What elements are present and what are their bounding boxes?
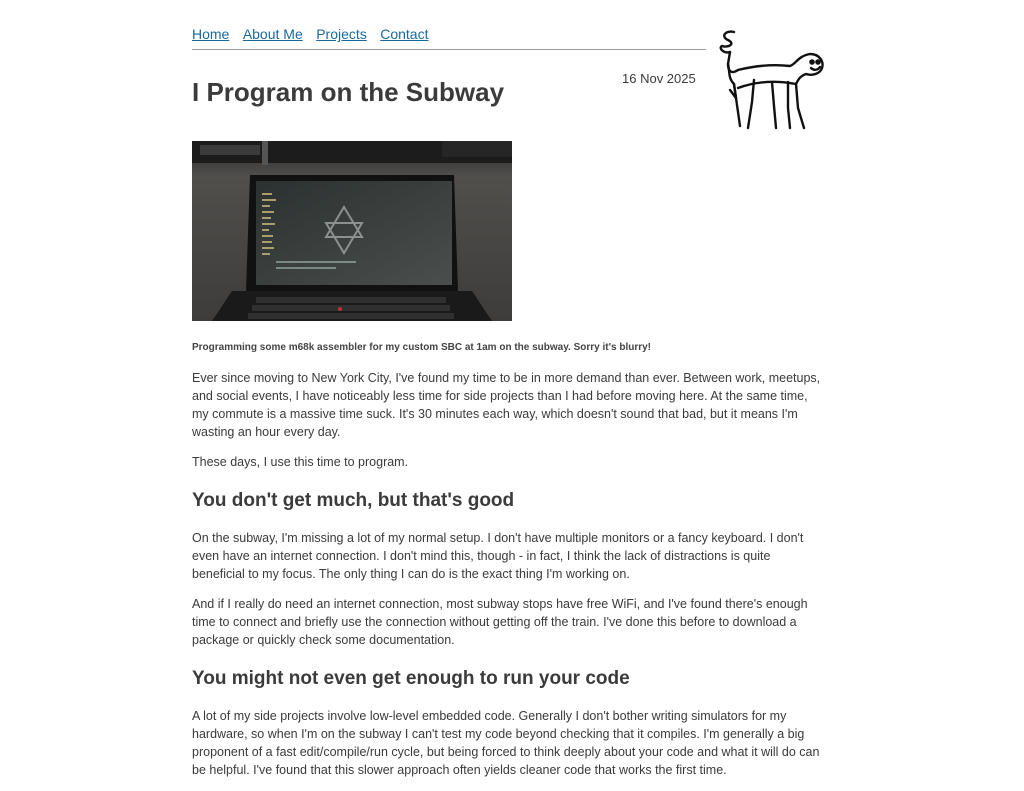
section-paragraph: On the subway, I'm missing a lot of my normal setup. I don't have multiple monitors or a fancy keyboard. I don't even have an internet connection. I don't mind this, though - in fact, I think the lack of distractions is quite beneficial to my focus. The only thing I can do is the exact thing I'm working on. [192, 531, 804, 581]
nav-about-link[interactable]: About Me [242, 26, 303, 42]
section-paragraph: And if I really do need an internet connection, most subway stops have free WiFi, and I've found there's enough time to connect and briefly use the connection without getting off the train. I've done this before to download a package or quickly check some documentation. [192, 597, 808, 647]
intro-paragraph: Ever since moving to New York City, I've found my time to be in more demand than ever. Between work, meetups, and social events, I have noticeably less time for side projects than I had before moving here. At the same time, my commute is a massive time suck. It's 30 minutes each way, which doesn't sound that bad, but it means I'm wasting an hour every day. [192, 371, 821, 439]
photo-caption: Programming some m68k assembler for my custom SBC at 1am on the subway. Sorry it's blurry! [192, 342, 651, 353]
section-heading: You might not even get enough to run your code [192, 668, 630, 689]
laptop-photo [192, 141, 512, 321]
nav-home-link[interactable]: Home [192, 26, 230, 42]
section-heading: You don't get much, but that's good [192, 490, 515, 511]
nav-contact-link[interactable]: Contact [380, 26, 429, 42]
page-title: I Program on the Subway [192, 77, 505, 107]
intro-paragraph: These days, I use this time to program. [192, 455, 409, 469]
llama-doodle-icon [714, 28, 826, 130]
post-date: 16 Nov 2025 [622, 71, 696, 86]
nav-projects-link[interactable]: Projects [316, 26, 367, 42]
top-nav [192, 25, 706, 50]
section-paragraph: A lot of my side projects involve low-level embedded code. Generally I don't bother writing simulators for my hardware, so when I'm on the subway I can't test my code beyond checking that it compiles. I'm generally a big proponent of a fast edit/compile/run cycle, but being forced to think deeply about your code and what it will do can be helpful. I've found that this slower approach often yields cleaner code that works the first time. [192, 709, 820, 777]
post-body [192, 369, 824, 791]
